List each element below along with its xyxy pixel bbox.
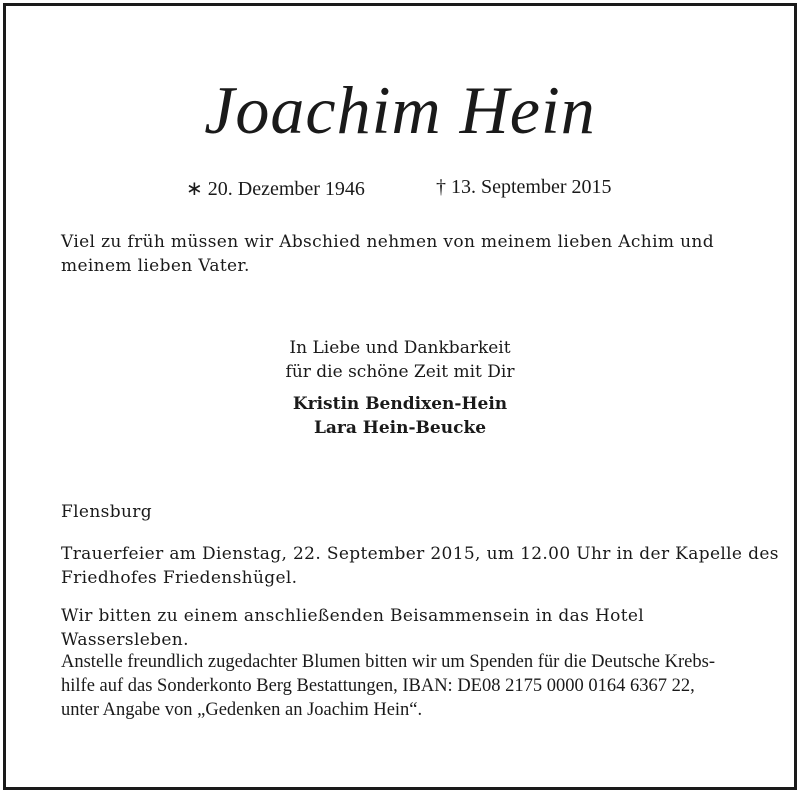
intro-line: meinem lieben Vater. [61, 256, 250, 276]
signers [6, 392, 794, 440]
gathering-text: Wir bitten zu einem anschließenden Beisammensein in das Hotel Wassersleben. [61, 606, 645, 650]
ceremony-line: Trauerfeier am Dienstag, 22. September 2015, um 12.00 Uhr in der Kapelle des [61, 544, 779, 564]
closing-block [6, 336, 794, 440]
deceased-name: Joachim Hein [204, 72, 596, 148]
notice-frame [3, 3, 797, 790]
donation-line: Anstelle freundlich zugedachter Blumen bitten wir um Spenden für die Deutsche Krebs- [61, 652, 715, 672]
donation-line: unter Angabe von „Gedenken an Joachim Hein“. [61, 700, 423, 720]
closing-line: für die schöne Zeit mit Dir [285, 362, 515, 382]
ceremony-text [61, 542, 779, 590]
death-date: † 13. September 2015 [436, 176, 612, 198]
donation-line: hilfe auf das Sonderkonto Berg Bestattungen, IBAN: DE08 2175 0000 0164 6367 22, [61, 676, 695, 696]
intro-text [61, 230, 751, 278]
intro-line: Viel zu früh müssen wir Abschied nehmen von meinem lieben Achim und [61, 232, 714, 252]
ceremony-line: Friedhofes Friedenshügel. [61, 568, 298, 588]
signer-name: Lara Hein-Beucke [313, 418, 487, 438]
life-dates [6, 176, 794, 206]
birth-date: ∗ 20. Dezember 1946 [186, 178, 365, 200]
donation-text [61, 650, 751, 722]
city: Flensburg [61, 502, 152, 522]
closing-line: In Liebe und Dankbarkeit [289, 338, 511, 358]
signer-name: Kristin Bendixen-Hein [292, 394, 508, 414]
